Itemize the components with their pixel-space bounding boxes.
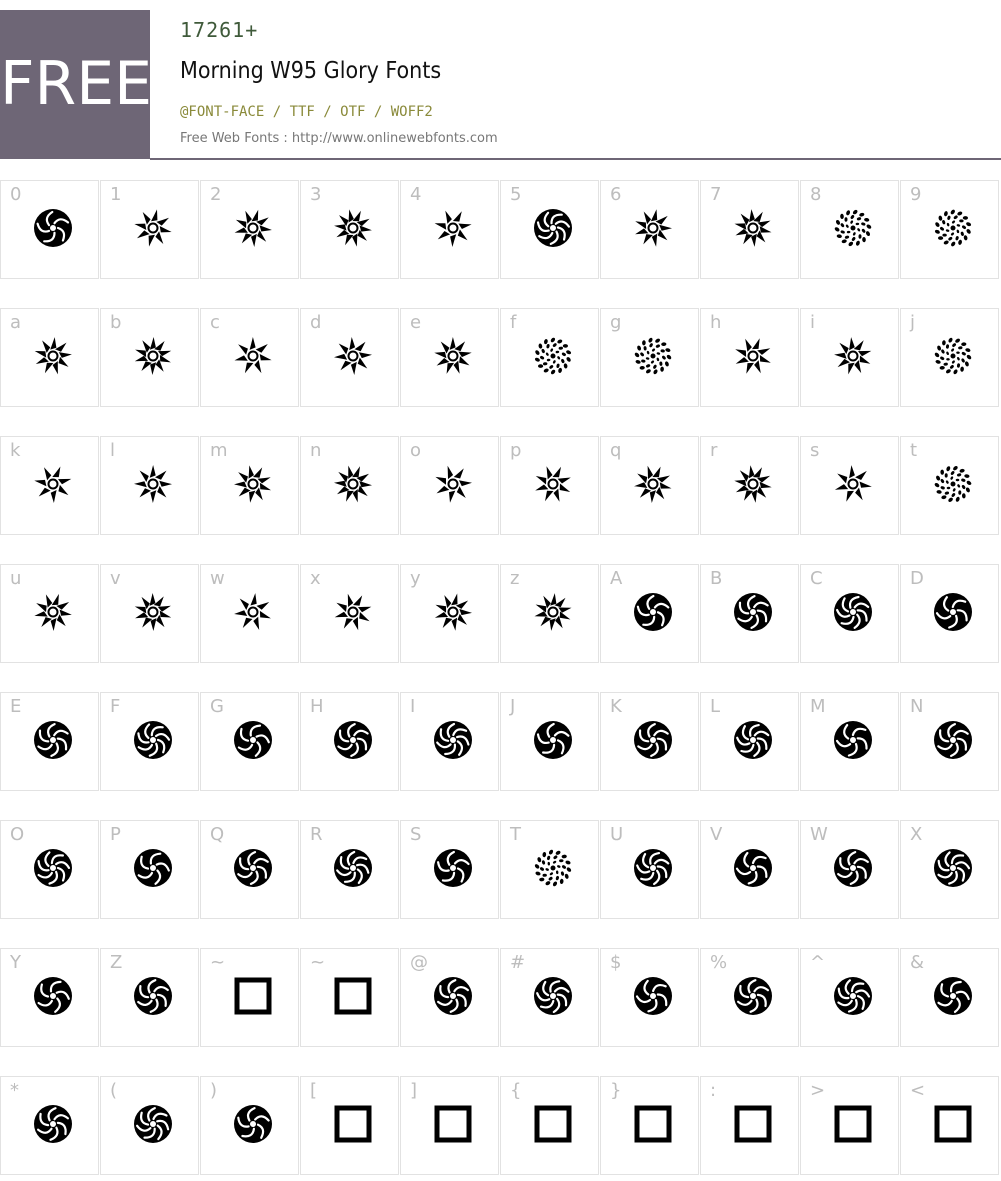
glyph-preview-icon — [733, 208, 773, 248]
glyph-cell[interactable] — [500, 692, 599, 791]
glyph-char-label: F — [110, 696, 121, 717]
glyph-preview-icon — [933, 848, 973, 888]
glyph-char-label: R — [310, 824, 323, 845]
glyph-preview-icon — [233, 336, 273, 376]
glyph-cell[interactable] — [0, 564, 99, 663]
glyph-cell[interactable] — [400, 436, 499, 535]
glyph-cell[interactable] — [400, 564, 499, 663]
free-badge: FREE — [0, 10, 150, 159]
page-header — [0, 0, 1001, 160]
glyph-char-label: 9 — [910, 184, 922, 205]
glyph-cell[interactable] — [700, 948, 799, 1047]
glyph-cell[interactable] — [0, 308, 99, 407]
glyph-cell[interactable] — [200, 1076, 299, 1175]
glyph-cell[interactable] — [300, 948, 399, 1047]
glyph-cell[interactable] — [600, 564, 699, 663]
format-links[interactable]: @FONT-FACE / TTF / OTF / WOFF2 — [180, 104, 433, 120]
glyph-cell[interactable] — [200, 820, 299, 919]
glyph-preview-icon — [933, 720, 973, 760]
glyph-preview-icon — [133, 848, 173, 888]
glyph-preview-icon — [633, 848, 673, 888]
glyph-char-label: i — [810, 312, 816, 333]
glyph-char-label: W — [810, 824, 828, 845]
glyph-preview-icon — [933, 1104, 973, 1144]
glyph-char-label: O — [10, 824, 25, 845]
glyph-preview-icon — [33, 720, 73, 760]
glyph-preview-icon — [133, 464, 173, 504]
glyph-preview-icon — [333, 464, 373, 504]
glyph-preview-icon — [933, 976, 973, 1016]
glyph-cell[interactable] — [600, 308, 699, 407]
page-title: Morning W95 Glory Fonts — [180, 58, 442, 84]
glyph-preview-icon — [33, 848, 73, 888]
glyph-cell[interactable] — [400, 692, 499, 791]
glyph-char-label: P — [110, 824, 121, 845]
glyph-cell[interactable] — [700, 180, 799, 279]
glyph-cell[interactable] — [0, 180, 99, 279]
glyph-cell[interactable] — [300, 180, 399, 279]
glyph-char-label: o — [410, 440, 422, 461]
glyph-char-label: b — [110, 312, 122, 333]
glyph-char-label: I — [410, 696, 416, 717]
glyph-char-label: % — [710, 952, 728, 973]
glyph-cell[interactable] — [100, 436, 199, 535]
glyph-preview-icon — [633, 208, 673, 248]
glyph-cell[interactable] — [400, 820, 499, 919]
glyph-row — [0, 436, 1001, 536]
glyph-preview-icon — [33, 336, 73, 376]
glyph-preview-icon — [233, 592, 273, 632]
glyph-preview-icon — [533, 1104, 573, 1144]
glyph-preview-icon — [333, 976, 373, 1016]
glyph-cell[interactable] — [600, 820, 699, 919]
glyph-preview-icon — [533, 976, 573, 1016]
glyph-preview-icon — [133, 976, 173, 1016]
glyph-cell[interactable] — [100, 820, 199, 919]
glyph-preview-icon — [333, 720, 373, 760]
glyph-cell[interactable] — [600, 1076, 699, 1175]
glyph-preview-icon — [833, 336, 873, 376]
glyph-char-label: V — [710, 824, 723, 845]
glyph-preview-icon — [733, 848, 773, 888]
glyph-preview-icon — [533, 848, 573, 888]
glyph-cell[interactable] — [900, 308, 999, 407]
glyph-cell[interactable] — [600, 692, 699, 791]
glyph-preview-icon — [233, 976, 273, 1016]
glyph-char-label: X — [910, 824, 923, 845]
glyph-char-label: A — [610, 568, 623, 589]
glyph-cell[interactable] — [200, 308, 299, 407]
glyph-cell[interactable] — [300, 308, 399, 407]
glyph-cell[interactable] — [500, 436, 599, 535]
glyph-cell[interactable] — [600, 948, 699, 1047]
glyph-char-label: < — [910, 1080, 926, 1101]
glyph-char-label: & — [910, 952, 925, 973]
glyph-row — [0, 180, 1001, 280]
glyph-char-label: 4 — [410, 184, 422, 205]
glyph-cell[interactable] — [800, 692, 899, 791]
glyph-preview-icon — [33, 208, 73, 248]
glyph-char-label: 2 — [210, 184, 222, 205]
glyph-preview-icon — [133, 1104, 173, 1144]
glyph-char-label: D — [910, 568, 924, 589]
glyph-char-label: [ — [310, 1080, 318, 1101]
glyph-cell[interactable] — [700, 1076, 799, 1175]
glyph-cell[interactable] — [800, 564, 899, 663]
glyph-preview-icon — [533, 720, 573, 760]
glyph-char-label: g — [610, 312, 622, 333]
glyph-char-label: ~ — [310, 952, 326, 973]
glyph-char-label: a — [10, 312, 22, 333]
glyph-preview-icon — [33, 592, 73, 632]
glyph-cell[interactable] — [300, 564, 399, 663]
glyph-cell[interactable] — [200, 180, 299, 279]
glyph-char-label: c — [210, 312, 220, 333]
glyph-char-label: N — [910, 696, 924, 717]
glyph-char-label: j — [910, 312, 916, 333]
glyph-preview-icon — [833, 1104, 873, 1144]
glyph-char-label: u — [10, 568, 22, 589]
glyph-cell[interactable] — [800, 820, 899, 919]
glyph-cell[interactable] — [600, 180, 699, 279]
glyph-row — [0, 564, 1001, 664]
glyph-char-label: l — [110, 440, 116, 461]
header-divider — [150, 158, 1001, 160]
glyph-preview-icon — [533, 208, 573, 248]
glyph-char-label: $ — [610, 952, 622, 973]
glyph-cell[interactable] — [800, 436, 899, 535]
glyph-cell[interactable] — [700, 436, 799, 535]
glyph-preview-icon — [233, 1104, 273, 1144]
glyph-cell[interactable] — [800, 308, 899, 407]
glyph-char-label: v — [110, 568, 121, 589]
glyph-preview-icon — [433, 336, 473, 376]
glyph-char-label: : — [710, 1080, 717, 1101]
glyph-preview-icon — [33, 1104, 73, 1144]
glyph-preview-icon — [933, 592, 973, 632]
glyph-preview-icon — [433, 208, 473, 248]
glyph-preview-icon — [233, 208, 273, 248]
glyph-char-label: 0 — [10, 184, 22, 205]
glyph-cell[interactable] — [500, 308, 599, 407]
glyph-cell[interactable] — [900, 692, 999, 791]
glyph-preview-icon — [733, 336, 773, 376]
glyph-preview-icon — [333, 848, 373, 888]
glyph-preview-icon — [133, 592, 173, 632]
glyph-cell[interactable] — [900, 948, 999, 1047]
glyph-char-label: Y — [10, 952, 21, 973]
glyph-cell[interactable] — [900, 436, 999, 535]
glyph-preview-icon — [833, 848, 873, 888]
glyph-cell[interactable] — [300, 436, 399, 535]
glyph-cell[interactable] — [0, 1076, 99, 1175]
glyph-char-label: @ — [410, 952, 428, 973]
glyph-preview-icon — [533, 592, 573, 632]
glyph-preview-icon — [433, 848, 473, 888]
glyph-char-label: # — [510, 952, 526, 973]
glyph-preview-icon — [833, 976, 873, 1016]
glyph-char-label: } — [610, 1080, 622, 1101]
glyph-preview-icon — [333, 592, 373, 632]
glyph-preview-icon — [533, 464, 573, 504]
glyph-char-label: C — [810, 568, 823, 589]
glyph-row — [0, 948, 1001, 1048]
glyph-char-label: m — [210, 440, 228, 461]
glyph-char-label: f — [510, 312, 517, 333]
glyph-cell[interactable] — [500, 1076, 599, 1175]
glyph-cell[interactable] — [0, 436, 99, 535]
glyph-cell[interactable] — [300, 1076, 399, 1175]
glyph-cell[interactable] — [100, 308, 199, 407]
glyph-char-label: y — [410, 568, 421, 589]
glyph-char-label: k — [10, 440, 21, 461]
glyph-cell[interactable] — [700, 308, 799, 407]
glyph-char-label: s — [810, 440, 820, 461]
glyph-cell[interactable] — [700, 692, 799, 791]
glyph-preview-icon — [33, 464, 73, 504]
glyph-cell[interactable] — [0, 692, 99, 791]
glyph-preview-icon — [933, 464, 973, 504]
glyph-preview-icon — [833, 720, 873, 760]
glyph-preview-icon — [233, 848, 273, 888]
glyph-cell[interactable] — [100, 948, 199, 1047]
glyph-cell[interactable] — [800, 1076, 899, 1175]
glyph-preview-icon — [633, 720, 673, 760]
glyph-preview-icon — [233, 720, 273, 760]
glyph-char-label: E — [10, 696, 22, 717]
glyph-cell[interactable] — [100, 180, 199, 279]
glyph-preview-icon — [433, 720, 473, 760]
glyph-cell[interactable] — [100, 692, 199, 791]
glyph-cell[interactable] — [400, 180, 499, 279]
glyph-cell[interactable] — [700, 564, 799, 663]
glyph-preview-icon — [433, 592, 473, 632]
glyph-char-label: t — [910, 440, 918, 461]
glyph-char-label: * — [10, 1080, 19, 1101]
glyph-char-label: 3 — [310, 184, 322, 205]
glyph-cell[interactable] — [100, 1076, 199, 1175]
glyph-preview-icon — [633, 976, 673, 1016]
glyph-char-label: ~ — [210, 952, 226, 973]
glyph-row — [0, 820, 1001, 920]
glyph-char-label: p — [510, 440, 522, 461]
glyph-preview-icon — [133, 720, 173, 760]
glyph-row — [0, 308, 1001, 408]
glyph-char-label: 6 — [610, 184, 622, 205]
glyph-char-label: 7 — [710, 184, 722, 205]
glyph-char-label: Z — [110, 952, 123, 973]
glyph-cell[interactable] — [0, 948, 99, 1047]
glyph-char-label: > — [810, 1080, 826, 1101]
glyph-cell[interactable] — [400, 308, 499, 407]
glyph-char-label: { — [510, 1080, 522, 1101]
glyph-char-label: G — [210, 696, 224, 717]
glyph-char-label: ) — [210, 1080, 218, 1101]
glyph-cell[interactable] — [500, 564, 599, 663]
glyph-preview-icon — [833, 464, 873, 504]
glyph-char-label: ] — [410, 1080, 418, 1101]
glyph-char-label: K — [610, 696, 622, 717]
glyph-char-label: h — [710, 312, 722, 333]
glyph-preview-icon — [333, 208, 373, 248]
glyph-cell[interactable] — [200, 948, 299, 1047]
glyph-preview-icon — [133, 208, 173, 248]
glyph-cell[interactable] — [200, 436, 299, 535]
glyph-preview-icon — [633, 1104, 673, 1144]
font-id: 17261+ — [180, 18, 259, 42]
site-link[interactable]: Free Web Fonts : http://www.onlinewebfonts.com — [180, 131, 498, 146]
glyph-cell[interactable] — [300, 820, 399, 919]
glyph-char-label: ^ — [810, 952, 826, 973]
glyph-preview-icon — [733, 720, 773, 760]
glyph-cell[interactable] — [800, 180, 899, 279]
glyph-cell[interactable] — [500, 820, 599, 919]
glyph-char-label: S — [410, 824, 422, 845]
glyph-preview-icon — [933, 336, 973, 376]
glyph-char-label: d — [310, 312, 322, 333]
glyph-preview-icon — [233, 464, 273, 504]
glyph-preview-icon — [833, 208, 873, 248]
glyph-char-label: H — [310, 696, 324, 717]
glyph-cell[interactable] — [900, 820, 999, 919]
glyph-preview-icon — [633, 336, 673, 376]
glyph-char-label: 8 — [810, 184, 822, 205]
glyph-preview-icon — [633, 592, 673, 632]
glyph-cell[interactable] — [200, 564, 299, 663]
glyph-cell[interactable] — [500, 180, 599, 279]
glyph-char-label: w — [210, 568, 225, 589]
glyph-char-label: z — [510, 568, 520, 589]
glyph-char-label: e — [410, 312, 422, 333]
glyph-cell[interactable] — [300, 692, 399, 791]
glyph-char-label: B — [710, 568, 723, 589]
glyph-preview-icon — [433, 976, 473, 1016]
glyph-char-label: M — [810, 696, 826, 717]
glyph-preview-icon — [133, 336, 173, 376]
glyph-preview-icon — [433, 1104, 473, 1144]
glyph-cell[interactable] — [100, 564, 199, 663]
glyph-char-label: Q — [210, 824, 225, 845]
glyph-cell[interactable] — [700, 820, 799, 919]
glyph-preview-icon — [633, 464, 673, 504]
glyph-row — [0, 1076, 1001, 1176]
glyph-char-label: x — [310, 568, 321, 589]
glyph-cell[interactable] — [400, 1076, 499, 1175]
glyph-preview-icon — [733, 464, 773, 504]
glyph-cell[interactable] — [400, 948, 499, 1047]
glyph-cell[interactable] — [900, 1076, 999, 1175]
glyph-preview-icon — [33, 976, 73, 1016]
glyph-char-label: n — [310, 440, 322, 461]
glyph-preview-icon — [933, 208, 973, 248]
glyph-cell[interactable] — [0, 820, 99, 919]
glyph-preview-icon — [333, 1104, 373, 1144]
glyph-cell[interactable] — [900, 180, 999, 279]
glyph-preview-icon — [433, 464, 473, 504]
glyph-char-label: 1 — [110, 184, 122, 205]
glyph-char-label: 5 — [510, 184, 522, 205]
glyph-char-label: T — [510, 824, 521, 845]
glyph-char-label: L — [710, 696, 721, 717]
glyph-row — [0, 692, 1001, 792]
glyph-char-label: q — [610, 440, 622, 461]
glyph-preview-icon — [733, 976, 773, 1016]
glyph-cell[interactable] — [600, 436, 699, 535]
glyph-char-label: U — [610, 824, 624, 845]
glyph-preview-icon — [333, 336, 373, 376]
glyph-preview-icon — [733, 592, 773, 632]
glyph-char-label: r — [710, 440, 718, 461]
glyph-cell[interactable] — [900, 564, 999, 663]
glyph-char-label: J — [510, 696, 516, 717]
glyph-preview-icon — [733, 1104, 773, 1144]
glyph-preview-icon — [833, 592, 873, 632]
glyph-cell[interactable] — [800, 948, 899, 1047]
glyph-preview-icon — [533, 336, 573, 376]
glyph-char-label: ( — [110, 1080, 118, 1101]
glyph-cell[interactable] — [200, 692, 299, 791]
glyph-cell[interactable] — [500, 948, 599, 1047]
